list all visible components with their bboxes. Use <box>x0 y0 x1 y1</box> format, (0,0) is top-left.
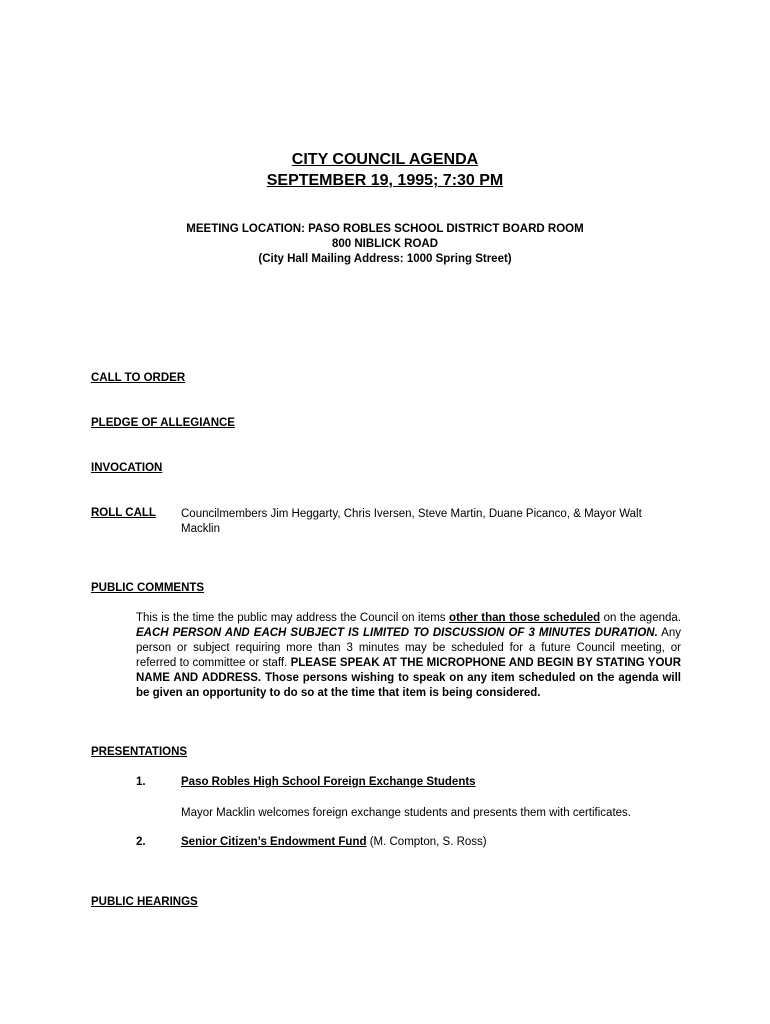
public-comments-text <box>136 611 681 701</box>
public-comments-intro: This is the time the public may address the Council on items <box>136 612 450 624</box>
section-public-comments: PUBLIC COMMENTS <box>91 582 205 594</box>
meeting-address: 800 NIBLICK ROAD <box>331 238 439 250</box>
mailing-address: (City Hall Mailing Address: 1000 Spring Street) <box>258 253 512 265</box>
section-public-hearings: PUBLIC HEARINGS <box>91 896 198 908</box>
meeting-location: MEETING LOCATION: PASO ROBLES SCHOOL DISTRICT BOARD ROOM <box>186 223 584 235</box>
presentation-1-number: 1. <box>136 776 146 788</box>
agenda-title: CITY COUNCIL AGENDA <box>291 151 479 168</box>
presentation-1-title-text: Paso Robles High School Foreign Exchange Students <box>181 776 476 788</box>
section-presentations: PRESENTATIONS <box>91 746 188 758</box>
agenda-date: SEPTEMBER 19, 1995; 7:30 PM <box>266 172 504 189</box>
section-roll-call: ROLL CALL <box>91 507 156 519</box>
section-pledge: PLEDGE OF ALLEGIANCE <box>91 417 235 429</box>
public-comments-scheduling: Any person or subject requiring more than 3 minutes may be scheduled for a future Council meeting, or referred to committee or staff. <box>136 627 681 669</box>
presentation-1-description: Mayor Macklin welcomes foreign exchange students and presents them with certificates. <box>181 807 631 819</box>
presentation-1-title <box>181 776 476 788</box>
section-invocation: INVOCATION <box>91 462 163 474</box>
public-comments-time-limit: EACH PERSON AND EACH SUBJECT IS LIMITED TO DISCUSSION OF 3 MINUTES DURATION. <box>136 627 658 639</box>
roll-call-members: Councilmembers Jim Heggarty, Chris Iversen, Steve Martin, Duane Picanco, & Mayor Walt Macklin <box>181 508 642 535</box>
presentation-2-number: 2. <box>136 836 146 848</box>
presentation-2-title-text: Senior Citizen’s Endowment Fund <box>181 836 367 848</box>
public-comments-instructions: PLEASE SPEAK AT THE MICROPHONE AND BEGIN BY STATING YOUR NAME AND ADDRESS. Those persons wishing to speak on any item scheduled on the agenda will be given an opportunity to do so at the time that item is being considered. <box>136 657 681 699</box>
public-comments-emphasis: other than those scheduled <box>449 612 601 624</box>
section-call-to-order: CALL TO ORDER <box>91 372 186 384</box>
presentation-2-title <box>181 836 487 848</box>
presentation-2-suffix: (M. Compton, S. Ross) <box>366 836 487 848</box>
public-comments-intro-end: on the agenda. <box>600 612 681 624</box>
